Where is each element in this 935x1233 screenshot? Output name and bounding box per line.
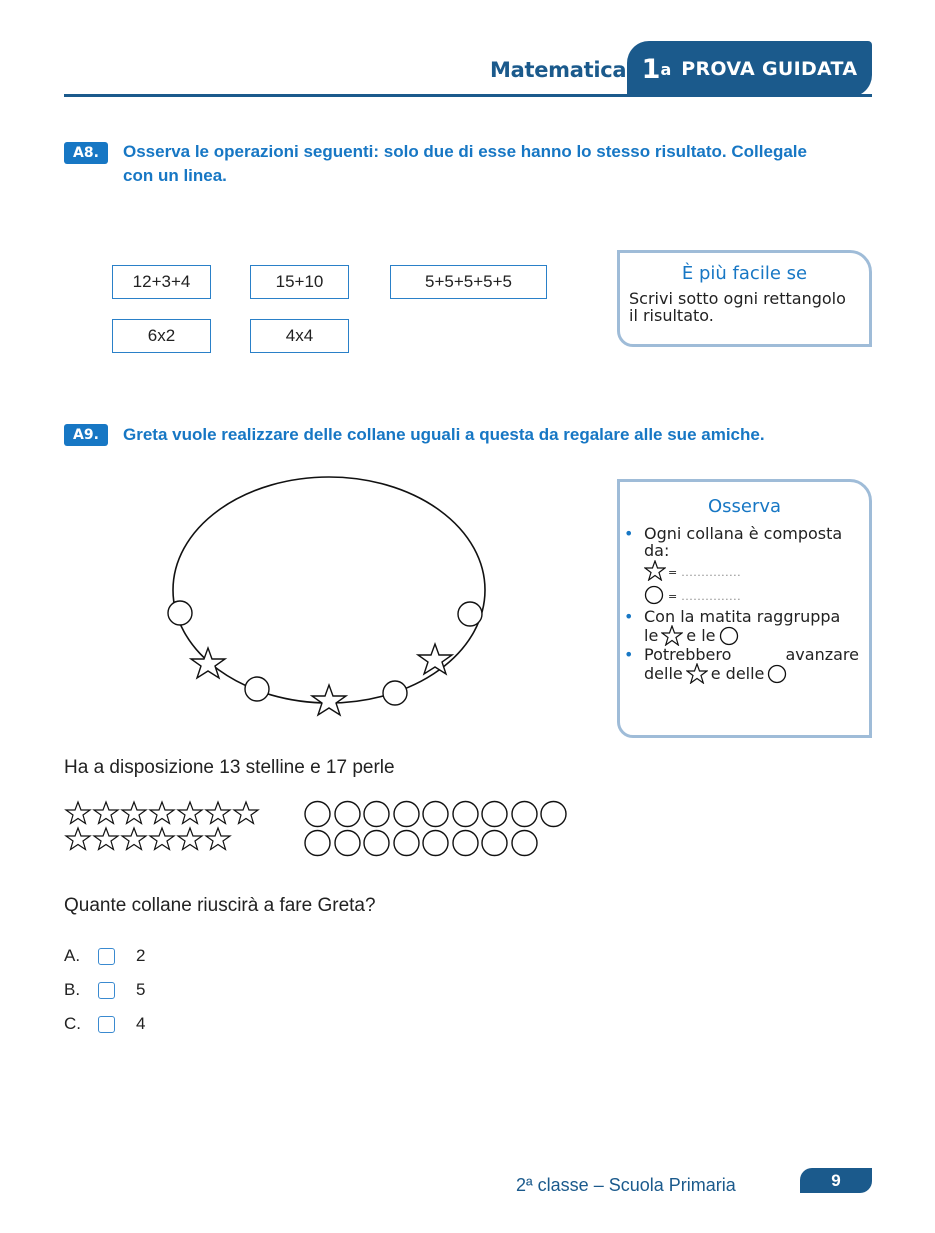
star-icon bbox=[191, 648, 225, 678]
pearl-icon bbox=[362, 800, 392, 828]
hint-text: Potrebbero bbox=[644, 645, 732, 664]
pearls-group bbox=[303, 800, 569, 858]
pearl-icon bbox=[333, 829, 363, 857]
star-icon bbox=[120, 800, 148, 825]
hint-bullet bbox=[620, 646, 859, 684]
pearl-icon bbox=[303, 800, 333, 828]
hint-body bbox=[620, 525, 869, 684]
star-count-line bbox=[644, 559, 842, 581]
pearl-icon bbox=[510, 829, 540, 857]
hint-bullet bbox=[620, 525, 859, 605]
necklace-illustration bbox=[150, 470, 510, 730]
pearl-icon bbox=[510, 800, 540, 828]
option-letter: A. bbox=[64, 946, 81, 965]
subject-title: Matematica bbox=[490, 58, 627, 82]
option-letter: B. bbox=[64, 980, 81, 999]
tab-number: 1 bbox=[641, 53, 661, 85]
bullet-dot: • bbox=[624, 524, 634, 543]
star-count-blank[interactable]: ............... bbox=[681, 566, 742, 579]
pearl-icon bbox=[539, 800, 569, 828]
star-icon bbox=[686, 663, 708, 684]
hint-text: e delle bbox=[710, 664, 765, 683]
question-badge-a9: A9. bbox=[64, 424, 108, 446]
pearl-icon bbox=[458, 602, 482, 626]
stars-row bbox=[64, 826, 260, 852]
hint-title: È più facile se bbox=[681, 263, 808, 284]
hint-text-line bbox=[644, 625, 840, 646]
pearls-row bbox=[303, 829, 569, 858]
hint-title: Osserva bbox=[707, 496, 782, 517]
star-icon bbox=[232, 800, 260, 825]
pearl-icon bbox=[421, 829, 451, 857]
pearl-icon bbox=[451, 829, 481, 857]
pearl-icon bbox=[333, 800, 363, 828]
hint-bullet bbox=[620, 608, 859, 646]
star-icon bbox=[644, 560, 666, 581]
star-icon bbox=[176, 800, 204, 825]
star-icon bbox=[120, 826, 148, 851]
equals-sign: = bbox=[668, 566, 678, 579]
hint-text: le bbox=[644, 626, 659, 645]
answer-options bbox=[64, 944, 145, 1036]
hint-text: Con la matita raggruppa bbox=[644, 607, 841, 626]
hint-text: Ogni collana è composta bbox=[644, 524, 843, 543]
bullet-dot: • bbox=[624, 645, 634, 664]
pearl-icon bbox=[362, 829, 392, 857]
answer-option-b[interactable] bbox=[64, 978, 145, 1002]
hint-text-line bbox=[644, 663, 859, 684]
operation-box[interactable]: 15+10 bbox=[250, 265, 349, 299]
equals-sign: = bbox=[668, 590, 678, 603]
pearl-icon bbox=[303, 829, 333, 857]
stars-group bbox=[64, 800, 260, 852]
stars-row bbox=[64, 800, 260, 826]
pearl-icon bbox=[421, 800, 451, 828]
question-a8-line2: con un linea. bbox=[123, 166, 227, 185]
bullet-dot: • bbox=[624, 607, 634, 626]
star-icon bbox=[661, 625, 683, 646]
operation-box[interactable]: 5+5+5+5+5 bbox=[390, 265, 547, 299]
hint-body-line: Scrivi sotto ogni rettangolo bbox=[629, 289, 846, 308]
option-checkbox[interactable] bbox=[98, 1016, 115, 1033]
operation-box[interactable]: 4x4 bbox=[250, 319, 349, 353]
pearl-icon bbox=[245, 677, 269, 701]
test-type-tab bbox=[627, 41, 872, 97]
option-value: 4 bbox=[136, 1014, 146, 1033]
pearl-icon bbox=[480, 800, 510, 828]
option-checkbox[interactable] bbox=[98, 948, 115, 965]
pearl-icon bbox=[383, 681, 407, 705]
question-badge-a8: A8. bbox=[64, 142, 108, 164]
available-items-text: Ha a disposizione 13 stelline e 17 perle bbox=[64, 757, 395, 778]
pearl-icon bbox=[168, 601, 192, 625]
star-icon bbox=[92, 800, 120, 825]
operation-box[interactable]: 6x2 bbox=[112, 319, 211, 353]
question-prompt: Quante collane riuscirà a fare Greta? bbox=[64, 895, 376, 916]
hint-body bbox=[629, 290, 869, 324]
pearl-count-line bbox=[644, 581, 842, 605]
pearl-icon bbox=[718, 625, 740, 646]
star-icon bbox=[92, 826, 120, 851]
question-a8-text bbox=[123, 140, 883, 188]
tab-label: PROVA GUIDATA bbox=[681, 58, 858, 80]
pearl-count-blank[interactable]: ............... bbox=[681, 590, 742, 603]
star-icon bbox=[418, 644, 452, 674]
star-icon bbox=[176, 826, 204, 851]
pearl-icon bbox=[644, 584, 666, 605]
star-icon bbox=[204, 826, 232, 851]
question-a9-text: Greta vuole realizzare delle collane uguali a questa da regalare alle sue amiche. bbox=[123, 425, 765, 444]
hint-text: avanzare bbox=[785, 645, 859, 664]
option-value: 2 bbox=[136, 946, 146, 965]
pearl-icon bbox=[766, 663, 788, 684]
star-icon bbox=[312, 685, 346, 715]
hint-text: e le bbox=[686, 626, 716, 645]
star-icon bbox=[204, 800, 232, 825]
header-divider bbox=[64, 94, 872, 97]
option-checkbox[interactable] bbox=[98, 982, 115, 999]
hint-text: delle bbox=[644, 664, 683, 683]
option-letter: C. bbox=[64, 1014, 81, 1033]
page-number: 9 bbox=[800, 1168, 872, 1193]
hint-box-a8 bbox=[617, 250, 872, 347]
answer-option-c[interactable] bbox=[64, 1012, 145, 1036]
option-value: 5 bbox=[136, 980, 146, 999]
footer-class-label: 2ª classe – Scuola Primaria bbox=[516, 1175, 736, 1195]
pearls-row bbox=[303, 800, 569, 829]
answer-option-a[interactable] bbox=[64, 944, 145, 968]
pearl-icon bbox=[392, 829, 422, 857]
hint-text-line bbox=[644, 646, 859, 663]
pearl-icon bbox=[451, 800, 481, 828]
pearl-icon bbox=[392, 800, 422, 828]
star-icon bbox=[64, 800, 92, 825]
pearl-icon bbox=[480, 829, 510, 857]
star-icon bbox=[148, 800, 176, 825]
tab-superscript: a bbox=[660, 59, 672, 79]
hint-box-a9 bbox=[617, 479, 872, 738]
operation-box[interactable]: 12+3+4 bbox=[112, 265, 211, 299]
star-icon bbox=[64, 826, 92, 851]
hint-text: da: bbox=[644, 541, 670, 560]
question-a8-line1: Osserva le operazioni seguenti: solo due di esse hanno lo stesso risultato. Collegale bbox=[123, 142, 807, 161]
star-icon bbox=[148, 826, 176, 851]
hint-body-line: il risultato. bbox=[629, 306, 714, 325]
